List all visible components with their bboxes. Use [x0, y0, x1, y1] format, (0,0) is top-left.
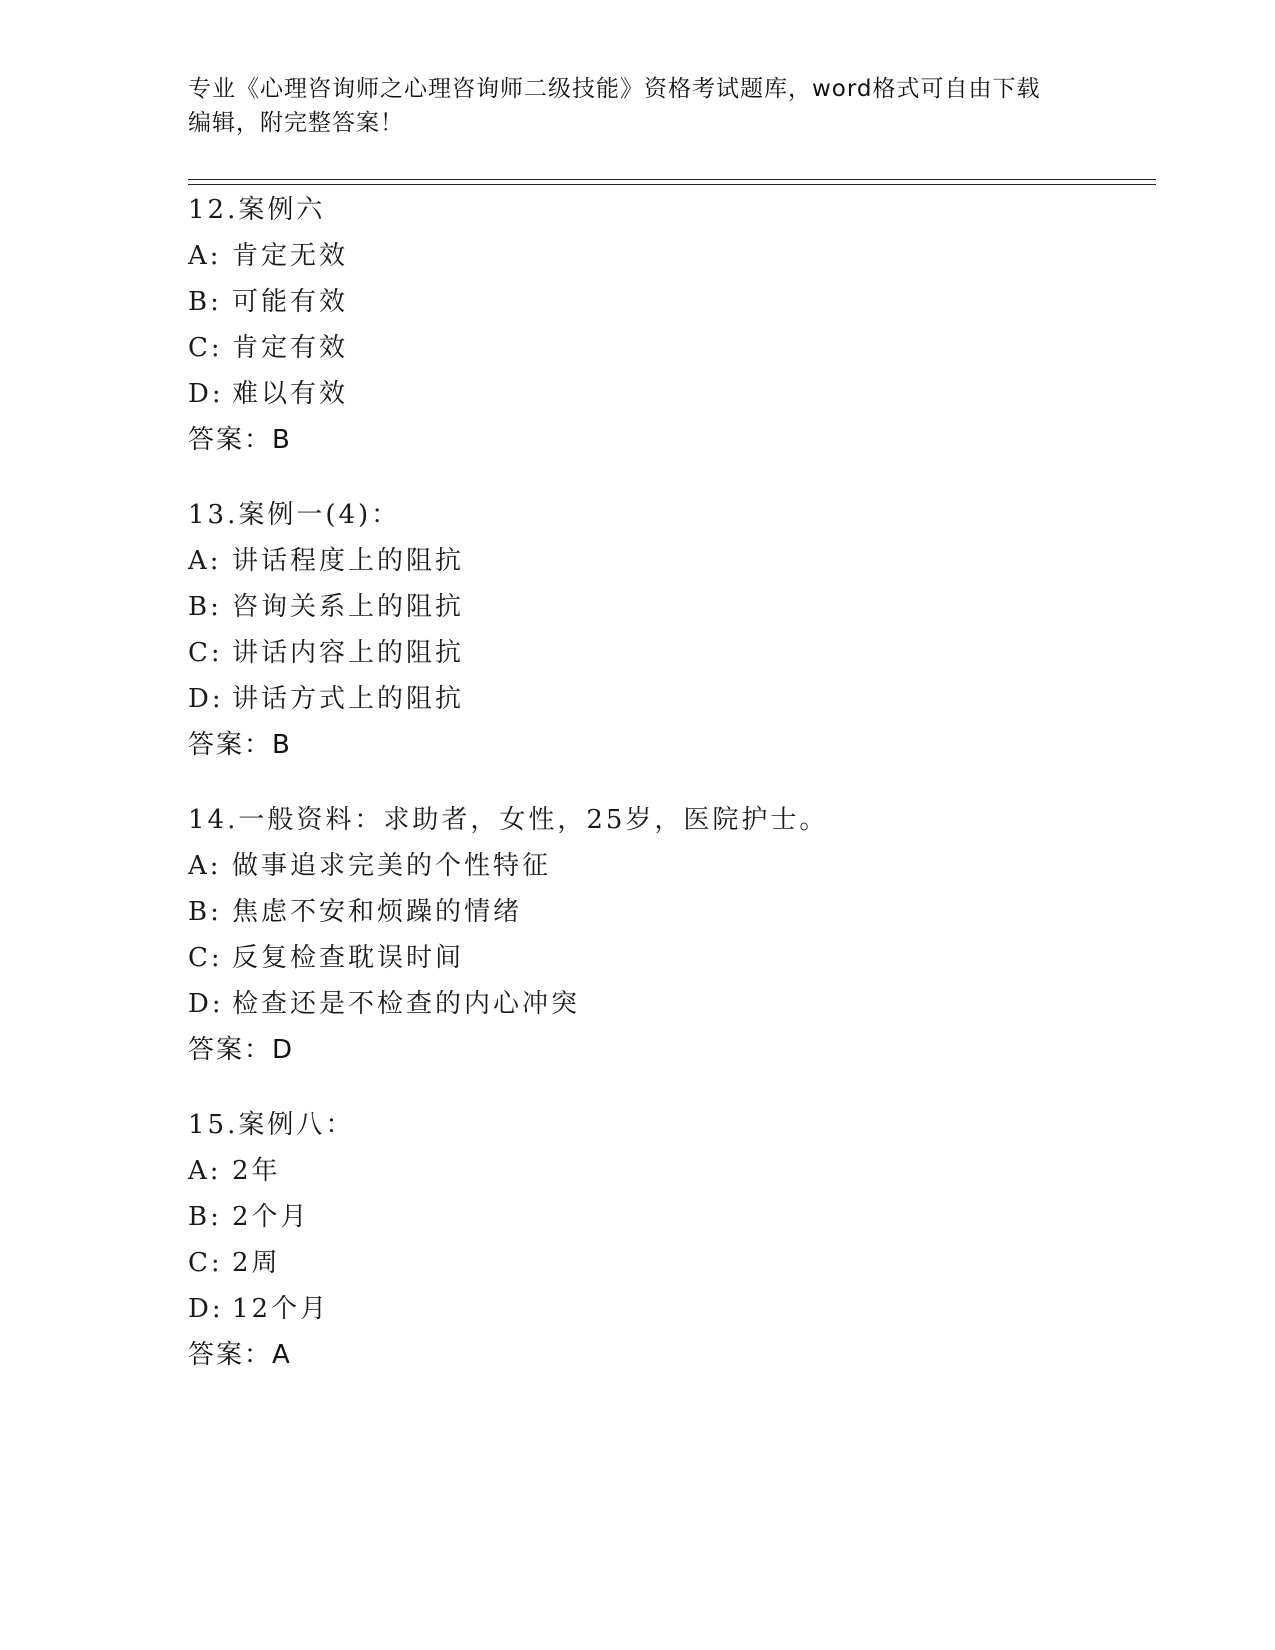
- option-key: C:: [188, 1248, 223, 1278]
- option-text: 焦虑不安和烦躁的情绪: [232, 897, 523, 927]
- answer-line: 答案：B: [188, 425, 292, 455]
- option-c: [188, 1240, 1148, 1286]
- question-item: [188, 492, 1148, 768]
- question-title: 14.一般资料：求助者，女性，25岁，医院护士。: [188, 805, 829, 835]
- option-key: A:: [188, 1156, 222, 1186]
- question-title: 13.案例一(4)：: [188, 500, 401, 530]
- option-b: [188, 889, 1148, 935]
- option-text: 2个月: [232, 1202, 310, 1232]
- option-d: [188, 676, 1148, 722]
- option-c: [188, 325, 1148, 371]
- option-text: 2年: [232, 1156, 281, 1186]
- option-key: C:: [188, 333, 223, 363]
- option-key: A:: [188, 851, 222, 881]
- header-divider-top: [188, 179, 1156, 180]
- question-title: 12.案例六: [188, 195, 326, 225]
- option-key: B:: [188, 592, 222, 622]
- option-a: [188, 1148, 1148, 1194]
- option-text: 12个月: [232, 1294, 330, 1324]
- option-c: [188, 630, 1148, 676]
- option-key: A:: [188, 546, 222, 576]
- option-c: [188, 935, 1148, 981]
- option-key: D:: [188, 989, 224, 1019]
- option-a: [188, 538, 1148, 584]
- option-key: A:: [188, 241, 222, 271]
- option-key: B:: [188, 287, 222, 317]
- option-a: [188, 233, 1148, 279]
- option-d: [188, 371, 1148, 417]
- option-text: 2周: [232, 1248, 281, 1278]
- option-text: 检查还是不检查的内心冲突: [232, 989, 581, 1019]
- header-line-2: 编辑，附完整答案！: [188, 110, 404, 136]
- option-text: 讲话方式上的阻抗: [232, 684, 465, 714]
- option-b: [188, 1194, 1148, 1240]
- option-b: [188, 584, 1148, 630]
- option-key: D:: [188, 1294, 224, 1324]
- header-divider-bottom: [188, 184, 1156, 185]
- document-header: [188, 72, 1088, 140]
- option-text: 肯定无效: [232, 241, 349, 271]
- option-text: 讲话程度上的阻抗: [232, 546, 465, 576]
- question-title: 15.案例八：: [188, 1110, 355, 1140]
- option-text: 难以有效: [232, 379, 349, 409]
- option-text: 可能有效: [232, 287, 349, 317]
- header-line-1: 专业《心理咨询师之心理咨询师二级技能》资格考试题库，word格式可自由下载: [188, 76, 1041, 102]
- question-item: [188, 187, 1148, 463]
- option-key: D:: [188, 379, 224, 409]
- option-text: 咨询关系上的阻抗: [232, 592, 465, 622]
- option-d: [188, 981, 1148, 1027]
- question-list: [188, 187, 1148, 1407]
- answer-line: 答案：B: [188, 730, 292, 760]
- answer-line: 答案：A: [188, 1340, 292, 1370]
- option-key: B:: [188, 1202, 222, 1232]
- option-key: C:: [188, 943, 223, 973]
- option-a: [188, 843, 1148, 889]
- option-key: B:: [188, 897, 222, 927]
- question-item: [188, 1102, 1148, 1378]
- question-item: [188, 797, 1148, 1073]
- option-text: 讲话内容上的阻抗: [232, 638, 465, 668]
- option-text: 肯定有效: [232, 333, 349, 363]
- answer-line: 答案：D: [188, 1035, 295, 1065]
- option-key: C:: [188, 638, 223, 668]
- option-text: 做事追求完美的个性特征: [232, 851, 552, 881]
- option-d: [188, 1286, 1148, 1332]
- option-b: [188, 279, 1148, 325]
- option-text: 反复检查耽误时间: [232, 943, 465, 973]
- option-key: D:: [188, 684, 224, 714]
